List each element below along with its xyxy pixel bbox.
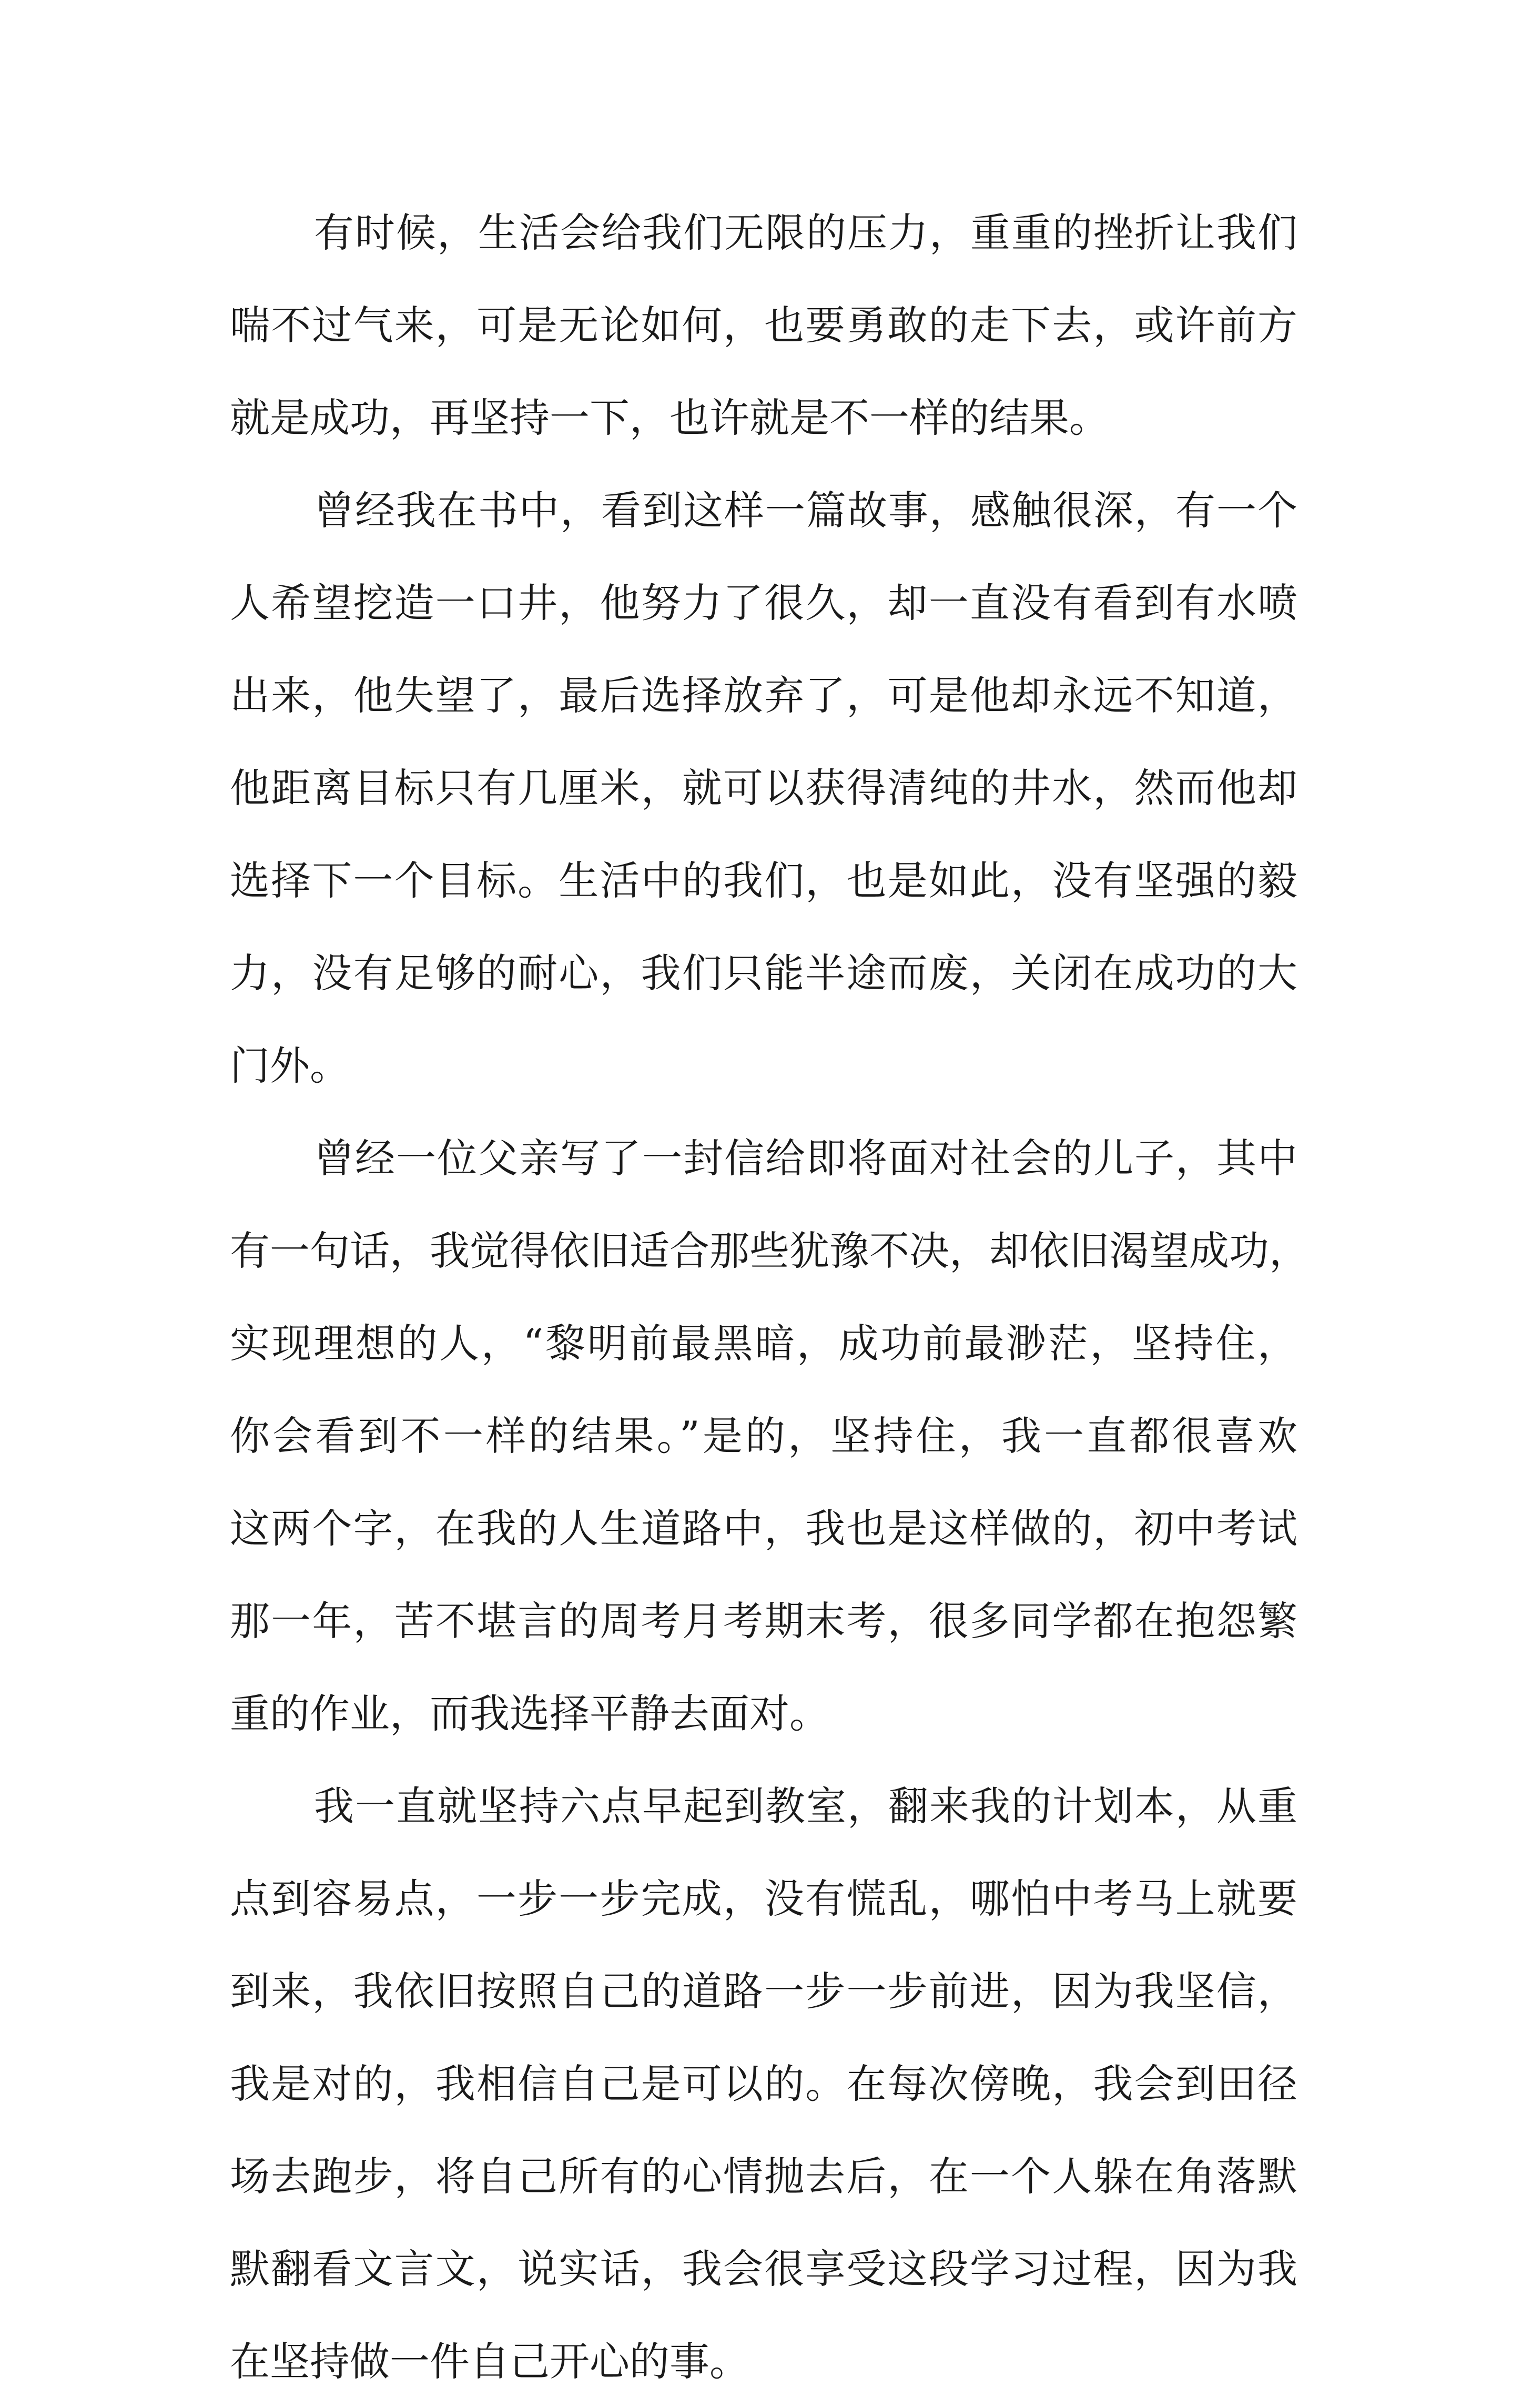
- text-line: 力，没有足够的耐心，我们只能半途而废，关闭在成功的大: [230, 950, 1297, 997]
- text-line: 默翻看文言文，说实话，我会很享受这段学习过程，因为我: [230, 2246, 1297, 2292]
- text-line: 选择下一个目标。生活中的我们，也是如此，没有坚强的毅: [230, 857, 1297, 904]
- text-line: 出来，他失望了，最后选择放弃了，可是他却永远不知道，: [230, 672, 1297, 719]
- paragraph-4: [230, 1760, 1297, 2408]
- paragraph-2: [230, 464, 1297, 1112]
- text-line: 曾经一位父亲写了一封信给即将面对社会的儿子，其中: [314, 1135, 1297, 1182]
- text-line: 你会看到不一样的结果。”是的，坚持住，我一直都很喜欢: [230, 1413, 1297, 1459]
- text-line: 喘不过气来，可是无论如何，也要勇敢的走下去，或许前方: [230, 302, 1297, 349]
- text-line: 这两个字，在我的人生道路中，我也是这样做的，初中考试: [230, 1505, 1297, 1552]
- text-line: 重的作业，而我选择平静去面对。: [230, 1690, 829, 1737]
- text-line: 人希望挖造一口井，他努力了很久，却一直没有看到有水喷: [230, 580, 1297, 626]
- text-line: 有一句话，我觉得依旧适合那些犹豫不决，却依旧渴望成功，: [230, 1227, 1309, 1274]
- text-line: 有时候，生活会给我们无限的压力，重重的挫折让我们: [314, 209, 1297, 256]
- text-line: 曾经我在书中，看到这样一篇故事，感触很深，有一个: [314, 487, 1297, 534]
- text-line: 就是成功，再坚持一下，也许就是不一样的结果。: [230, 394, 1109, 441]
- text-line: 我是对的，我相信自己是可以的。在每次傍晚，我会到田径: [230, 2060, 1297, 2107]
- document-body: [230, 187, 1309, 2408]
- text-line: 在坚持做一件自己开心的事。: [230, 2338, 749, 2385]
- text-line: 实现理想的人，“黎明前最黑暗，成功前最渺茫，坚持住，: [230, 1320, 1297, 1367]
- text-line: 门外。: [230, 1042, 350, 1089]
- text-line: 那一年，苦不堪言的周考月考期末考，很多同学都在抱怨繁: [230, 1598, 1297, 1644]
- text-line: 到来，我依旧按照自己的道路一步一步前进，因为我坚信，: [230, 1968, 1297, 2015]
- text-line: 场去跑步，将自己所有的心情抛去后，在一个人躲在角落默: [230, 2153, 1297, 2200]
- paragraph-1: [230, 187, 1297, 464]
- paragraph-3: [230, 1112, 1309, 1760]
- text-line: 他距离目标只有几厘米，就可以获得清纯的井水，然而他却: [230, 765, 1297, 811]
- text-line: 点到容易点，一步一步完成，没有慌乱，哪怕中考马上就要: [230, 1875, 1297, 1922]
- text-line: 我一直就坚持六点早起到教室，翻来我的计划本，从重: [314, 1783, 1297, 1830]
